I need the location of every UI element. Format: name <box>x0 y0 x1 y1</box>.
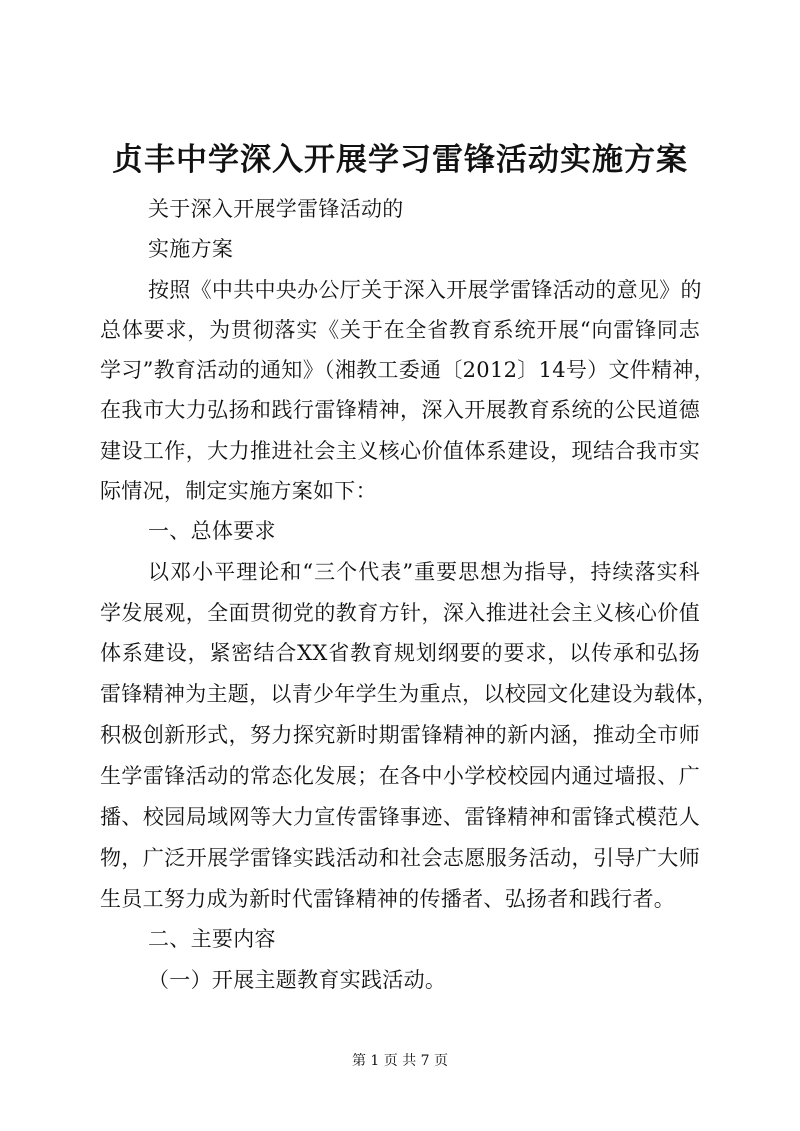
paragraph-line: 学发展观，全面贯彻党的教育方针，深入推进社会主义核心价值 <box>100 601 700 625</box>
section-heading: 一、总体要求 <box>148 519 276 543</box>
paragraph-line: 总体要求，为贯彻落实《关于在全省教育系统开展“向雷锋同志 <box>100 318 700 342</box>
paragraph-line: 体系建设，紧密结合XX省教育规划纲要的要求，以传承和弘扬 <box>100 641 700 665</box>
paragraph-line: 雷锋精神为主题，以青少年学生为重点，以校园文化建设为载体， <box>100 682 718 706</box>
paragraph-line: 播、校园局域网等大力宣传雷锋事迹、雷锋精神和雷锋式模范人 <box>100 805 700 829</box>
paragraph-line: 以邓小平理论和“三个代表”重要思想为指导，持续落实科 <box>148 560 700 584</box>
paragraph-line: 建设工作，大力推进社会主义核心价值体系建设，现结合我市实 <box>100 439 700 463</box>
subsection-heading: （一）开展主题教育实践活动。 <box>148 968 447 992</box>
subtitle-line: 关于深入开展学雷锋活动的 <box>148 197 404 221</box>
section-heading: 二、主要内容 <box>148 927 276 951</box>
subtitle-line: 实施方案 <box>148 237 234 261</box>
paragraph-line: 生学雷锋活动的常态化发展；在各中小学校校园内通过墙报、广 <box>100 764 700 788</box>
page-footer: 第 1 页 共 7 页 <box>351 1053 449 1069</box>
paragraph-line: 按照《中共中央办公厅关于深入开展学雷锋活动的意见》的 <box>148 278 702 302</box>
paragraph-line: 生员工努力成为新时代雷锋精神的传播者、弘扬者和践行者。 <box>100 887 676 911</box>
document-title: 贞丰中学深入开展学习雷锋活动实施方案 <box>112 142 688 178</box>
paragraph-line: 学习”教育活动的通知》（湘教工委通〔2012〕14号）文件精神， <box>100 358 715 382</box>
paragraph-line: 在我市大力弘扬和践行雷锋精神，深入开展教育系统的公民道德 <box>100 398 700 422</box>
paragraph-line: 际情况，制定实施方案如下： <box>100 479 377 503</box>
paragraph-line: 积极创新形式，努力探究新时期雷锋精神的新内涵，推动全市师 <box>100 723 700 747</box>
paragraph-line: 物，广泛开展学雷锋实践活动和社会志愿服务活动，引导广大师 <box>100 846 700 870</box>
